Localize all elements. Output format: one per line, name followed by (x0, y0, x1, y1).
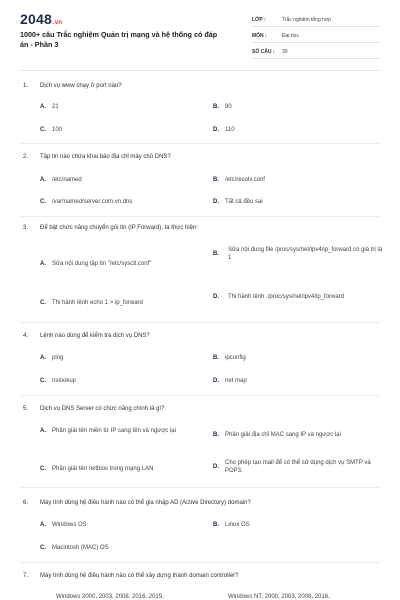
divider (20, 487, 380, 488)
meta-value: Đại học (282, 33, 299, 39)
divider (20, 216, 380, 217)
question-text: 2. Tập tin nào chứa khai báo địa chỉ máy chủ DNS? (23, 154, 171, 160)
meta-row-class (252, 14, 380, 27)
answer-option[interactable]: D. Cho phép tạo mail để có thể sử dụng dịch vụ SMTP và POP3. (213, 460, 371, 474)
answer-option[interactable]: B. /etc/resolv.conf (213, 177, 265, 183)
answer-option[interactable]: D. Thi hành lệnh ./proc/sys/net/ipv4/ip_forward (213, 294, 345, 300)
answer-option[interactable]: D. net map (213, 378, 247, 384)
divider (20, 395, 380, 396)
divider (20, 562, 380, 563)
answer-option[interactable]: B. Sửa nội dung file /proc/sys/net/ipv4/ip_forward có giá trị là 1 (213, 247, 383, 261)
answer-option[interactable]: C. Macintosh (MAC) OS (40, 545, 109, 551)
answer-option[interactable]: B. Phân giải địa chỉ MAC sang IP và ngược lại (213, 432, 341, 438)
answer-option[interactable]: A. /etc/named (40, 177, 82, 183)
site-logo[interactable]: 2048.vn (20, 11, 63, 27)
question-text: 5. Dịch vụ DNS Server có chức năng chính là gì? (23, 406, 165, 412)
meta-row-subject (252, 30, 380, 43)
answer-option[interactable]: D. 110 (213, 127, 235, 133)
answer-option[interactable]: A. Windows OS (40, 522, 87, 528)
answer-option[interactable]: A. 21 (40, 104, 59, 110)
page-header (0, 0, 400, 62)
answer-option[interactable]: C. nslookup (40, 378, 77, 384)
document-meta (252, 14, 380, 62)
divider (20, 143, 380, 144)
answer-option[interactable]: C. Phân giải tên netbios trong mạng LAN (40, 466, 154, 472)
answer-option[interactable]: B. Linux OS (213, 522, 250, 528)
answer-option[interactable]: A. Phân giải tên miền từ IP sang tên và ngược lại (40, 428, 176, 434)
meta-key: SỐ CÂU : (252, 49, 275, 55)
answer-option[interactable]: C. /var/named/server.com.vn.dns (40, 199, 133, 205)
document-title: 1000+ câu Trắc nghiệm Quản trị mạng và hệ thống có đáp án - Phần 3 (20, 30, 218, 49)
question-text: 4. Lệnh nào dùng để kiểm tra dịch vụ DNS? (23, 333, 150, 339)
answer-option[interactable]: B. ipconfig (213, 355, 246, 361)
question-text: 1. Dịch vụ www chạy ở port nào? (23, 83, 122, 89)
question-text: 6. Máy tính dùng hệ điều hành nào có thể gia nhập AD (Active Directory) domain? (23, 500, 251, 506)
meta-value: Trắc nghiệm tổng hợp (282, 17, 331, 23)
answer-option[interactable]: C. 100 (40, 127, 63, 133)
meta-key: LỚP : (252, 17, 266, 23)
question-text: 3. Để bật chức năng chuyển gói tin (IP Forward), ta thực hiện: (23, 225, 199, 231)
answer-option[interactable]: C. Thi hành lệnh echo 1 > ip_forward (40, 300, 143, 306)
meta-key: MÔN : (252, 33, 267, 39)
answer-option[interactable]: A. ping (40, 355, 64, 361)
meta-row-count (252, 46, 380, 59)
answer-option[interactable]: Windows 2000, 2003, 2008, 2016, 2019, (56, 594, 164, 600)
question-text: 7. Máy tính dùng hệ điều hành nào có thể xây dựng thành domain controller? (23, 573, 239, 579)
answer-option[interactable]: Windows NT, 2000, 2003, 2008, 2016, (228, 594, 330, 600)
answer-option[interactable]: B. 80 (213, 104, 232, 110)
meta-value: 30 (282, 49, 288, 55)
divider (20, 322, 380, 323)
answer-option[interactable]: D. Tất cả đều sai (213, 199, 263, 205)
answer-option[interactable]: A. Sửa nội dung tập tin "/etc/sysctl.conf" (40, 261, 152, 267)
divider (20, 70, 380, 71)
